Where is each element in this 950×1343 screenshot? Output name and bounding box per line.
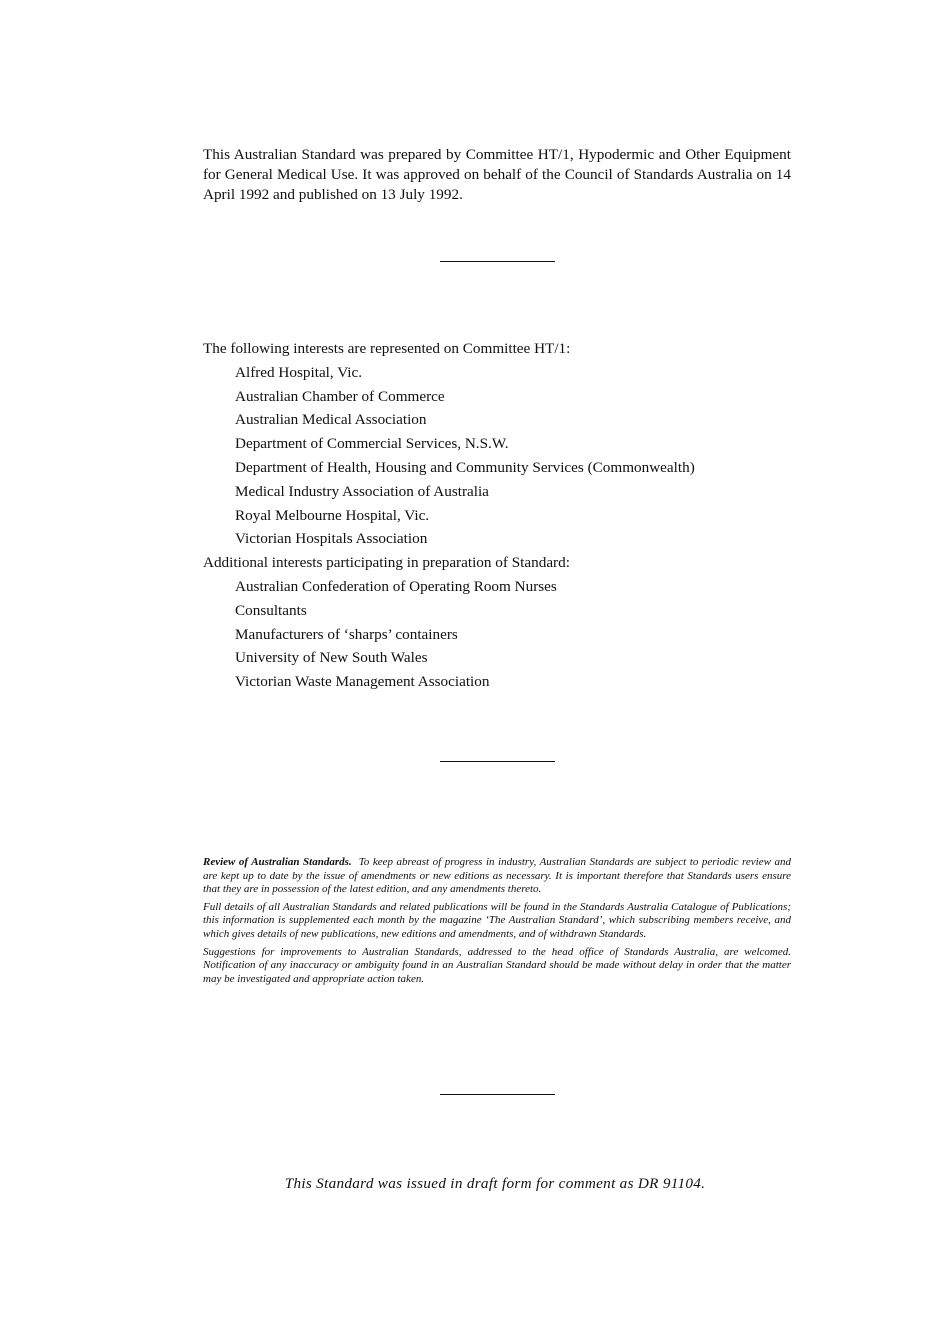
review-text: To keep abreast of progress in industry, Australian Standards are subject to periodic review and are kept up to date by the issue of amendments or new editions as necessary. It is important therefore that Standards users ensure that they are in possession of the latest edition, and any amendments thereto.	[203, 856, 791, 896]
list-item: Royal Melbourne Hospital, Vic.	[235, 506, 430, 524]
section-divider	[440, 761, 555, 762]
review-lead: Review of Australian Standards.	[203, 856, 352, 868]
list-item: Medical Industry Association of Australia	[235, 482, 489, 500]
additional-interests-list	[203, 575, 791, 694]
list-item: Consultants	[235, 601, 307, 619]
list-item: Manufacturers of ‘sharps’ containers	[235, 625, 458, 643]
list-item: Alfred Hospital, Vic.	[235, 363, 363, 381]
list-item: Victorian Waste Management Association	[235, 673, 490, 691]
list-item: Australian Confederation of Operating Room Nurses	[235, 577, 557, 595]
interests-list	[203, 361, 791, 551]
list-item: Australian Chamber of Commerce	[235, 387, 445, 405]
list-item: Department of Health, Housing and Community Services (Commonwealth)	[235, 458, 695, 476]
catalogue-paragraph: Full details of all Australian Standards and related publications will be found in the Standards Australia Catalogue of Publications; this information is supplemented each month by the magazine ‘The Australian Standard’, which subscribing members receive, and which gives details of new publications, new editions and amendments, and of withdrawn Standards.	[203, 900, 791, 940]
section-divider	[440, 261, 555, 262]
list-item: Department of Commercial Services, N.S.W.	[235, 435, 509, 453]
committee-interests	[203, 337, 791, 694]
list-item: University of New South Wales	[235, 649, 428, 667]
review-notice	[203, 856, 791, 990]
additional-interests-heading: Additional interests participating in preparation of Standard:	[203, 554, 570, 572]
draft-notice: This Standard was issued in draft form for comment as DR 91104.	[284, 1175, 706, 1193]
list-item: Australian Medical Association	[235, 411, 427, 429]
preparation-statement: This Australian Standard was prepared by Committee HT/1, Hypodermic and Other Equipment for General Medical Use. It was approved on behalf of the Council of Standards Australia on 14 April 1992 and published on 13 July 1992.	[203, 146, 791, 204]
section-divider	[440, 1094, 555, 1095]
list-item: Victorian Hospitals Association	[235, 530, 428, 548]
suggestions-paragraph: Suggestions for improvements to Australian Standards, addressed to the head office of Standards Australia, are welcomed. Notification of any inaccuracy or ambiguity found in an Australian Standard should be made without delay in order that the matter may be investigated and appropriate action taken.	[203, 945, 791, 985]
review-paragraph	[203, 856, 791, 897]
interests-heading: The following interests are represented on Committee HT/1:	[203, 340, 571, 357]
